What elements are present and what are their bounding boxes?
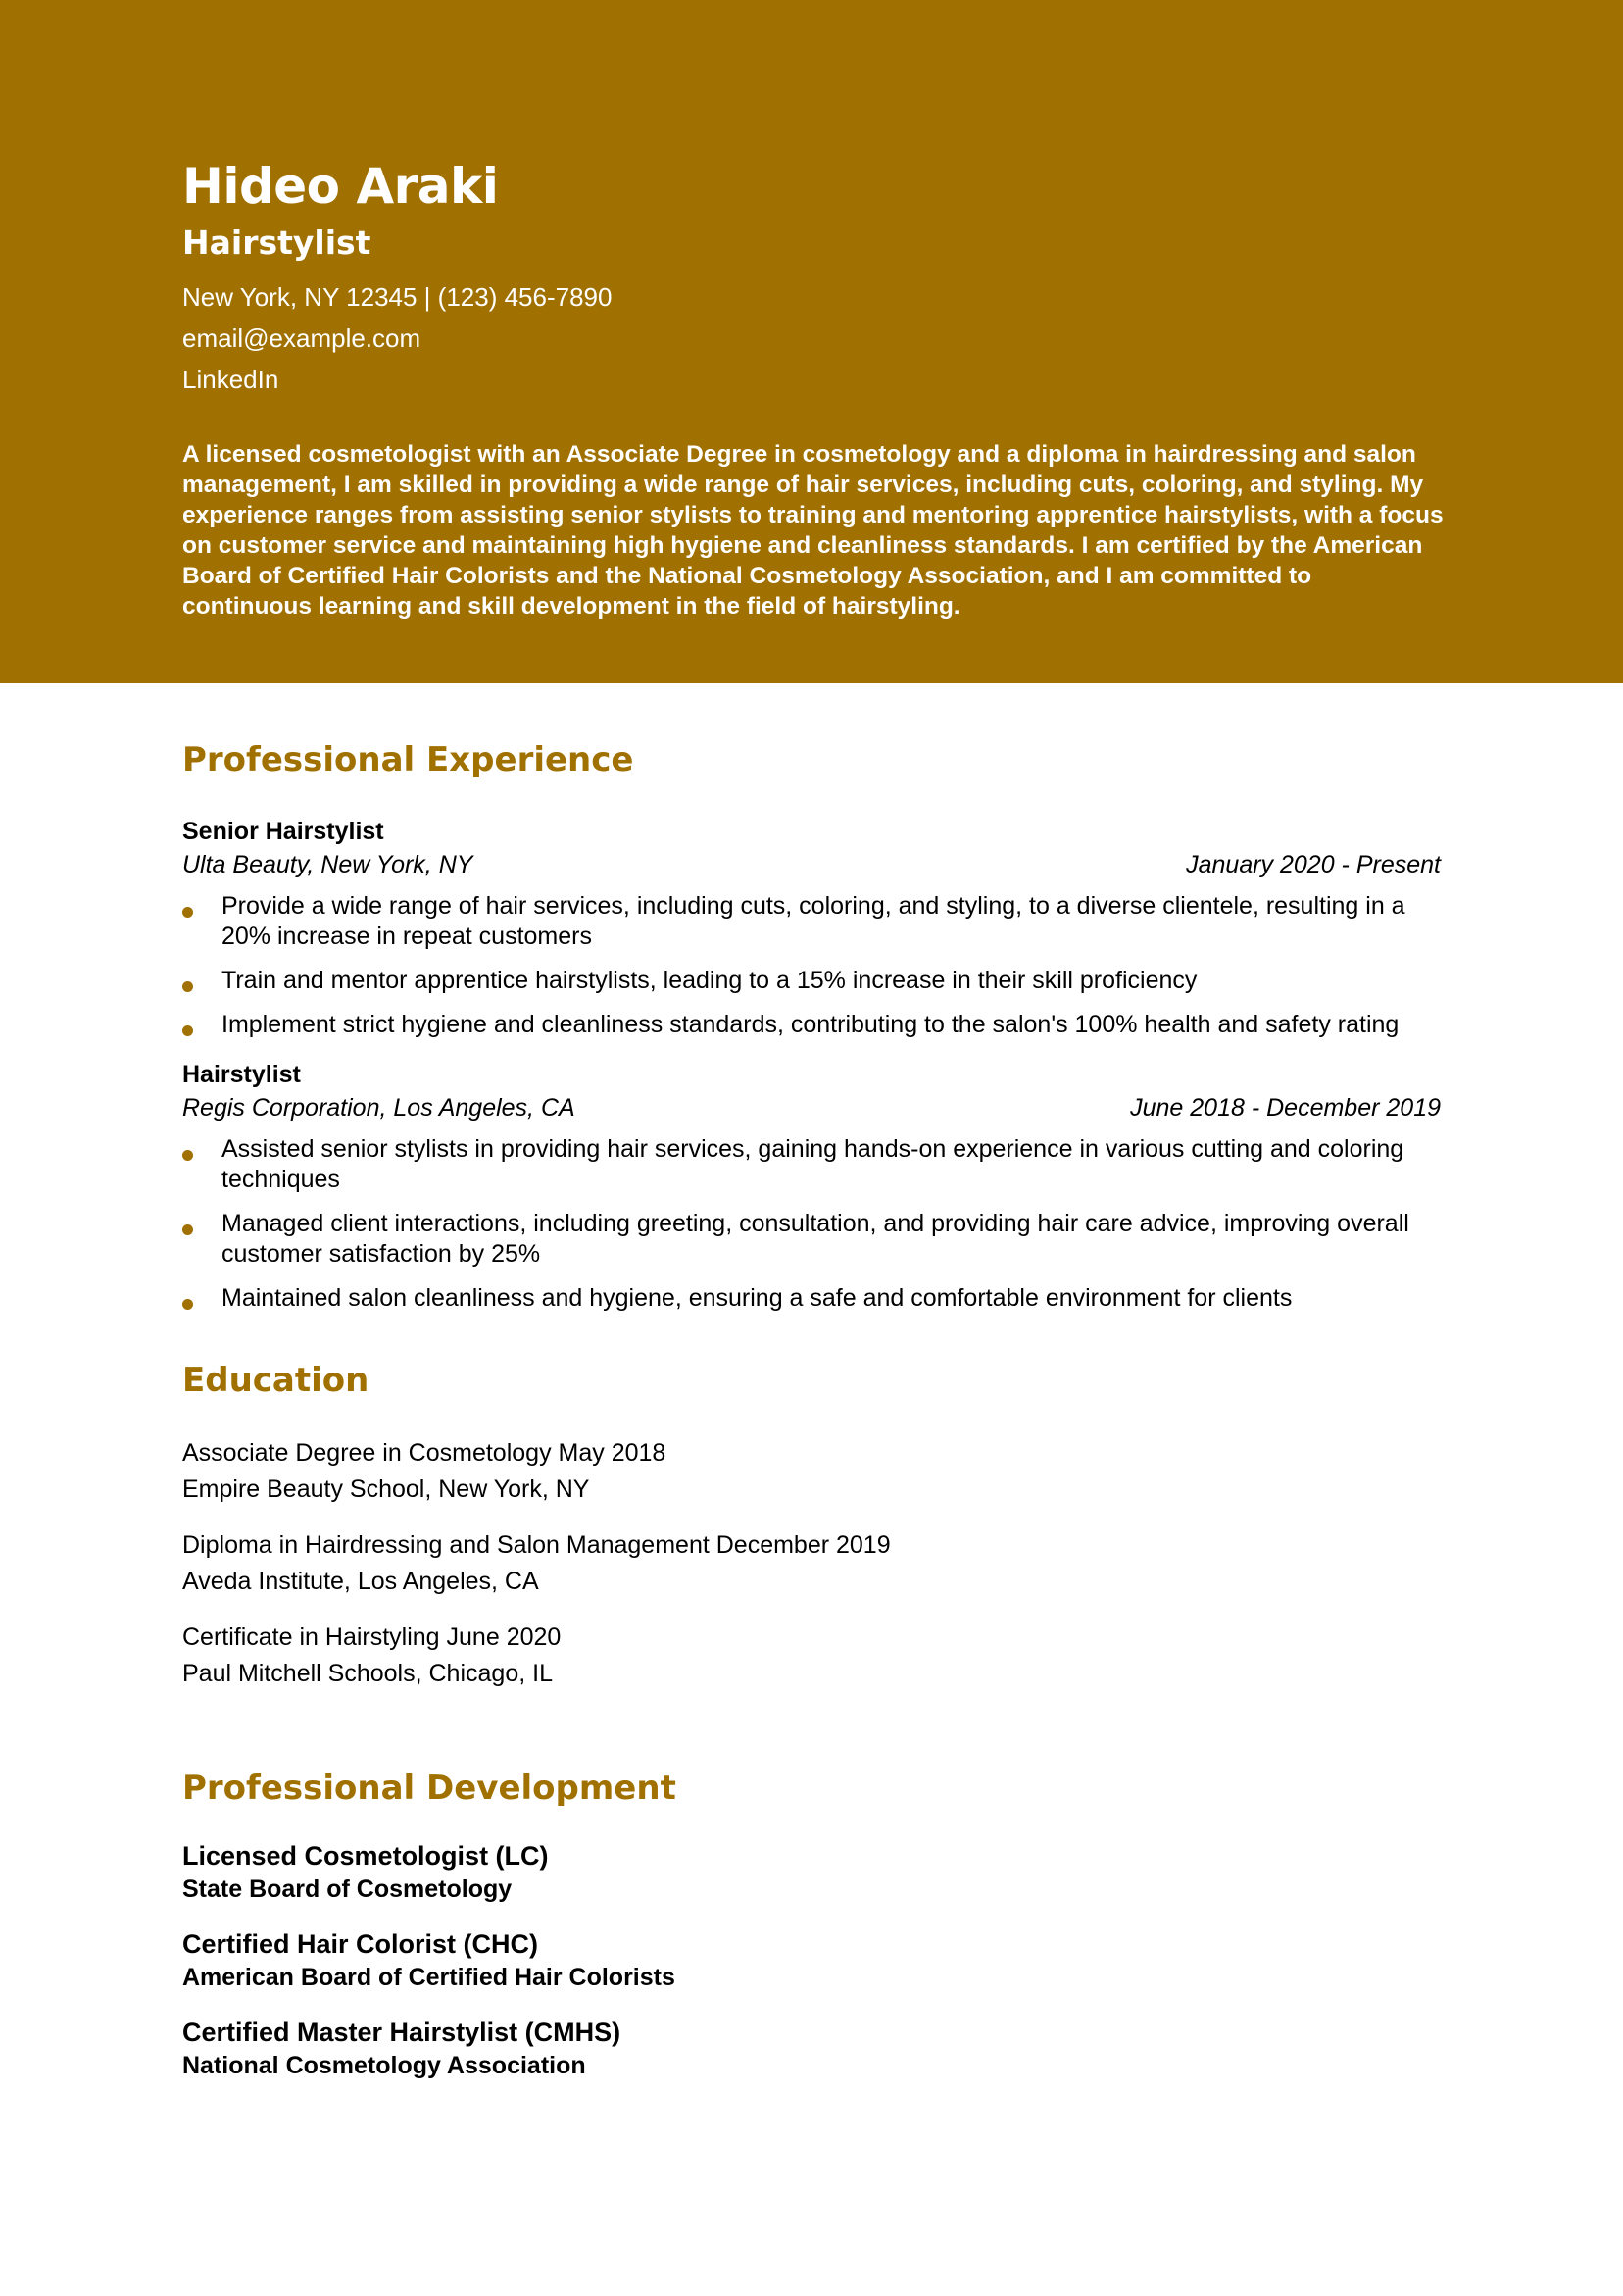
certification-title: Licensed Cosmetologist (LC): [182, 1841, 549, 1871]
job-title: Hairstylist: [182, 1061, 301, 1088]
certification-org: National Cosmetology Association: [182, 2052, 586, 2079]
development-list: [182, 1839, 1441, 2082]
education-list: [182, 1435, 1441, 1692]
education-section: [182, 1361, 1441, 1692]
contact-linkedin[interactable]: LinkedIn: [182, 365, 279, 394]
education-school: Paul Mitchell Schools, Chicago, IL: [182, 1660, 553, 1687]
bullet-dot-icon: [182, 1150, 193, 1161]
certification-title: Certified Hair Colorist (CHC): [182, 1929, 539, 1959]
list-item: Train and mentor apprentice hairstylists, leading to a 15% increase in their skill proficiency: [182, 966, 1441, 996]
job-meta: [182, 848, 1441, 881]
education-degree: Associate Degree in Cosmetology May 2018: [182, 1439, 666, 1467]
bullet-dot-icon: [182, 907, 193, 918]
list-item: [182, 1927, 1441, 1994]
bullet-dot-icon: [182, 1025, 193, 1036]
resume-header: [0, 0, 1623, 683]
experience-section: [182, 740, 1441, 1314]
job-bullets: [182, 1134, 1441, 1314]
candidate-name: Hideo Araki: [182, 158, 499, 215]
section-title-experience: Professional Experience: [182, 740, 634, 779]
list-item: [182, 1839, 1441, 1906]
candidate-role: Hairstylist: [182, 224, 371, 262]
job-entry: [182, 1058, 1441, 1314]
list-item: [182, 1435, 1441, 1508]
certification-org: American Board of Certified Hair Colorists: [182, 1964, 675, 1991]
section-title-development: Professional Development: [182, 1769, 676, 1808]
list-item: [182, 2016, 1441, 2082]
certification-title: Certified Master Hairstylist (CMHS): [182, 2018, 621, 2047]
education-degree: Diploma in Hairdressing and Salon Management December 2019: [182, 1531, 891, 1559]
list-item: Provide a wide range of hair services, including cuts, coloring, and styling, to a diverse clientele, resulting in a 20% increase in repeat customers: [182, 891, 1441, 952]
contact-email[interactable]: email@example.com: [182, 324, 421, 353]
education-school: Empire Beauty School, New York, NY: [182, 1475, 590, 1503]
education-degree: Certificate in Hairstyling June 2020: [182, 1623, 562, 1651]
job-entry: [182, 815, 1441, 1040]
list-item: Maintained salon cleanliness and hygiene, ensuring a safe and comfortable environment for clients: [182, 1283, 1441, 1314]
contact-location-phone: New York, NY 12345 | (123) 456-7890: [182, 282, 613, 312]
bullet-dot-icon: [182, 981, 193, 992]
bullet-dot-icon: [182, 1224, 193, 1235]
job-company: Ulta Beauty, New York, NY: [182, 851, 473, 878]
job-title: Senior Hairstylist: [182, 818, 384, 845]
job-dates: June 2018 - December 2019: [1130, 1094, 1441, 1122]
education-school: Aveda Institute, Los Angeles, CA: [182, 1568, 539, 1595]
job-company: Regis Corporation, Los Angeles, CA: [182, 1094, 575, 1122]
professional-summary: A licensed cosmetologist with an Associate Degree in cosmetology and a diploma in hairdressing and salon management, I am skilled in providing a wide range of hair services, including cuts, coloring, and styling. My experience ranges from assisting senior stylists to training and mentoring apprentice hairstylists, with a focus on customer service and maintaining high hygiene and cleanliness standards. I am certified by the American Board of Certified Hair Colorists and the National Cosmetology Association, and I am committed to continuous learning and skill development in the field of hairstyling.: [182, 441, 1444, 620]
job-bullets: [182, 891, 1441, 1040]
resume-body: [0, 740, 1623, 2082]
list-item: [182, 1620, 1441, 1692]
certification-org: State Board of Cosmetology: [182, 1875, 513, 1903]
bullet-dot-icon: [182, 1299, 193, 1310]
list-item: [182, 1527, 1441, 1600]
development-section: [182, 1769, 1441, 2082]
list-item: Assisted senior stylists in providing hair services, gaining hands-on experience in various cutting and coloring techniques: [182, 1134, 1441, 1195]
section-title-education: Education: [182, 1361, 369, 1400]
list-item: Managed client interactions, including greeting, consultation, and providing hair care advice, improving overall customer satisfaction by 25%: [182, 1209, 1441, 1270]
job-meta: [182, 1091, 1441, 1124]
list-item: Implement strict hygiene and cleanliness standards, contributing to the salon's 100% health and safety rating: [182, 1010, 1441, 1040]
job-dates: January 2020 - Present: [1186, 851, 1441, 878]
